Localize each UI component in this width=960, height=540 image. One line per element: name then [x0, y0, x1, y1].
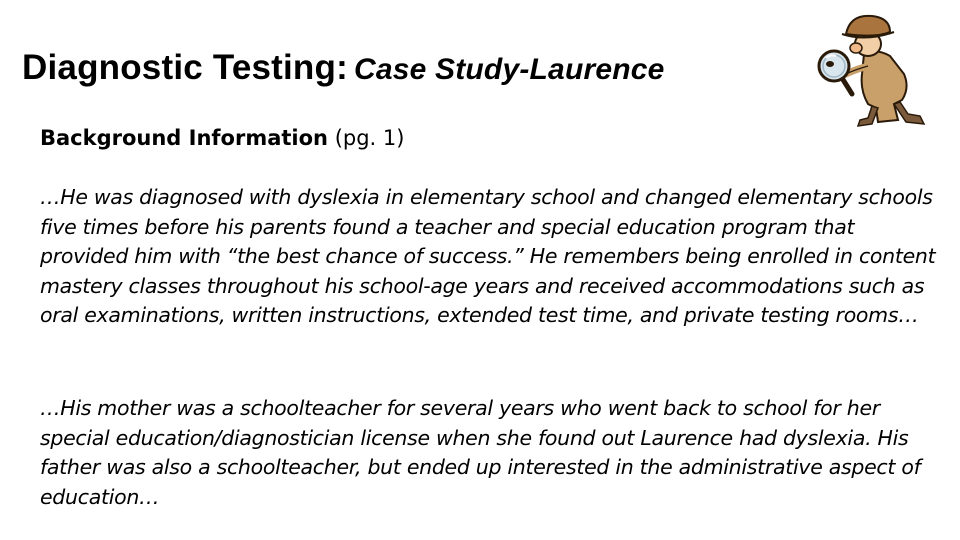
title-subtitle: Case Study-Laurence: [353, 53, 665, 86]
paragraph-2: …His mother was a schoolteacher for several years who went back to school for her special education/diagnostician license when she found out Laurence had dyslexia. His father was also a schoolteacher, but ended up interested in the administrative aspect of education…: [40, 396, 921, 509]
section-heading: [40, 126, 404, 150]
slide-title: [22, 48, 665, 88]
section-label: Background Information: [40, 126, 329, 150]
title-main: Diagnostic Testing:: [22, 48, 348, 87]
paragraph-1: …He was diagnosed with dyslexia in elementary school and changed elementary schools five times before his parents found a teacher and special education program that provided him with “the best chance of success.” He remembers being enrolled in content mastery classes throughout his school-age years and received accommodations such as oral examinations, written instructions, extended test time, and private testing rooms…: [40, 185, 936, 327]
detective-magnifying-glass-icon: [806, 4, 934, 130]
section-page-ref: (pg. 1): [334, 126, 405, 150]
